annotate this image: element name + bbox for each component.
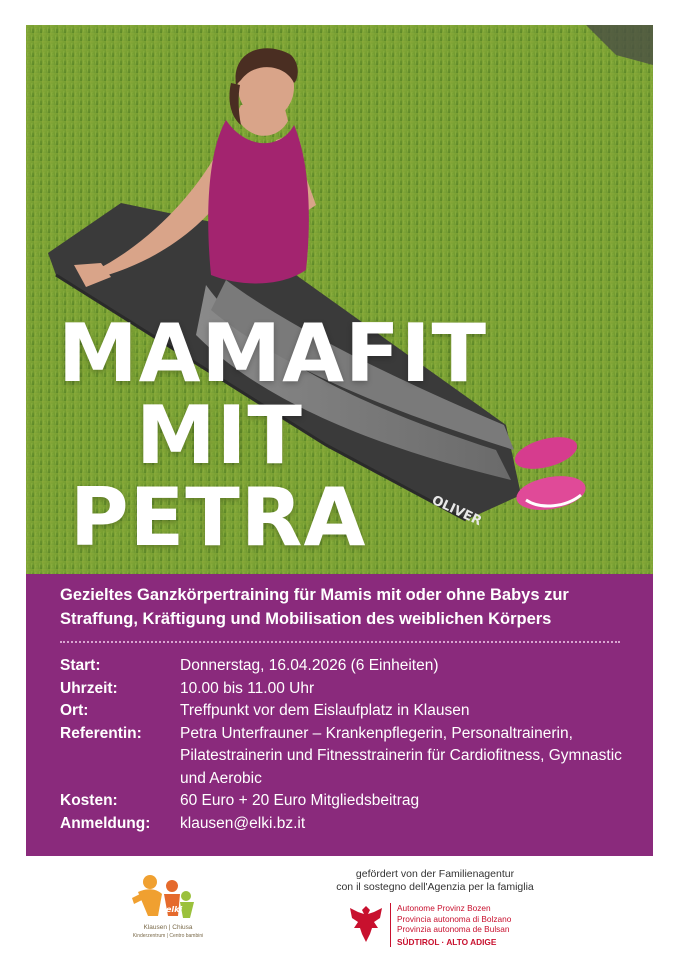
logo-caption	[128, 924, 208, 940]
info-panel	[26, 574, 653, 856]
detail-row-location	[60, 700, 640, 723]
province-names	[390, 903, 511, 947]
course-subtitle: Gezieltes Ganzkörpertraining für Mamis mit oder ohne Babys zur Straffung, Kräftigung und Mobilisation des weiblichen Körpers	[60, 586, 569, 628]
sponsor-line-1: gefördert von der Familienagentur	[355, 868, 515, 880]
logo-caption-line-1: Klausen | Chiusa	[143, 924, 193, 931]
detail-label: Referentin:	[60, 724, 142, 742]
sponsor-note	[300, 868, 570, 894]
elki-klausen-logo	[128, 872, 204, 950]
family-figures-icon	[128, 872, 200, 924]
registration-email[interactable]: klausen@elki.bz.it	[180, 814, 306, 832]
headline-line-2: MIT	[136, 389, 303, 482]
sponsor-line-2: con il sostegno dell'Agenzia per la famiglia	[336, 881, 534, 893]
detail-row-cost	[60, 790, 640, 813]
province-line-2: Provincia autonoma di Bolzano	[397, 913, 512, 924]
headline-line-3: PETRA	[70, 471, 367, 564]
detail-label: Start:	[60, 657, 101, 674]
headline	[58, 307, 538, 564]
province-line-4: SÜDTIROL · ALTO ADIGE	[397, 936, 497, 947]
detail-label: Ort:	[60, 702, 89, 719]
logo-caption-line-2: Kinderzentrum | Centro bambini	[132, 933, 204, 939]
mat-brand-label: OLIVER	[429, 493, 484, 530]
detail-label: Anmeldung:	[60, 814, 151, 832]
detail-row-start	[60, 655, 640, 678]
detail-value: Petra Unterfrauner – Krankenpflegerin, Personaltrainerin, Pilatestrainerin und Fitnesstrainerin für Cardiofitness, Gymnastic und Aerobic	[180, 724, 622, 787]
province-logo	[348, 902, 548, 952]
svg-text:elki: elki	[166, 905, 183, 914]
detail-label: Uhrzeit:	[60, 679, 118, 697]
detail-label: Kosten:	[60, 792, 118, 809]
detail-value: 10.00 bis 11.00 Uhr	[180, 679, 315, 697]
province-line-1: Autonome Provinz Bozen	[397, 903, 491, 913]
headline-line-1: MAMAFIT	[58, 307, 488, 400]
province-line-3: Provinzia autonoma de Bulsan	[397, 924, 510, 934]
eagle-coat-of-arms-icon	[348, 902, 384, 946]
detail-row-registration	[60, 813, 640, 836]
detail-row-instructor	[60, 723, 640, 791]
sports-top	[208, 120, 309, 283]
detail-value: 60 Euro + 20 Euro Mitgliedsbeitrag	[180, 792, 420, 809]
course-details	[60, 655, 640, 835]
detail-value: Treffpunkt vor dem Eislaufplatz in Klausen	[180, 702, 470, 719]
detail-value: Donnerstag, 16.04.2026 (6 Einheiten)	[180, 657, 439, 674]
detail-row-time	[60, 678, 640, 701]
dotted-divider	[60, 641, 620, 643]
